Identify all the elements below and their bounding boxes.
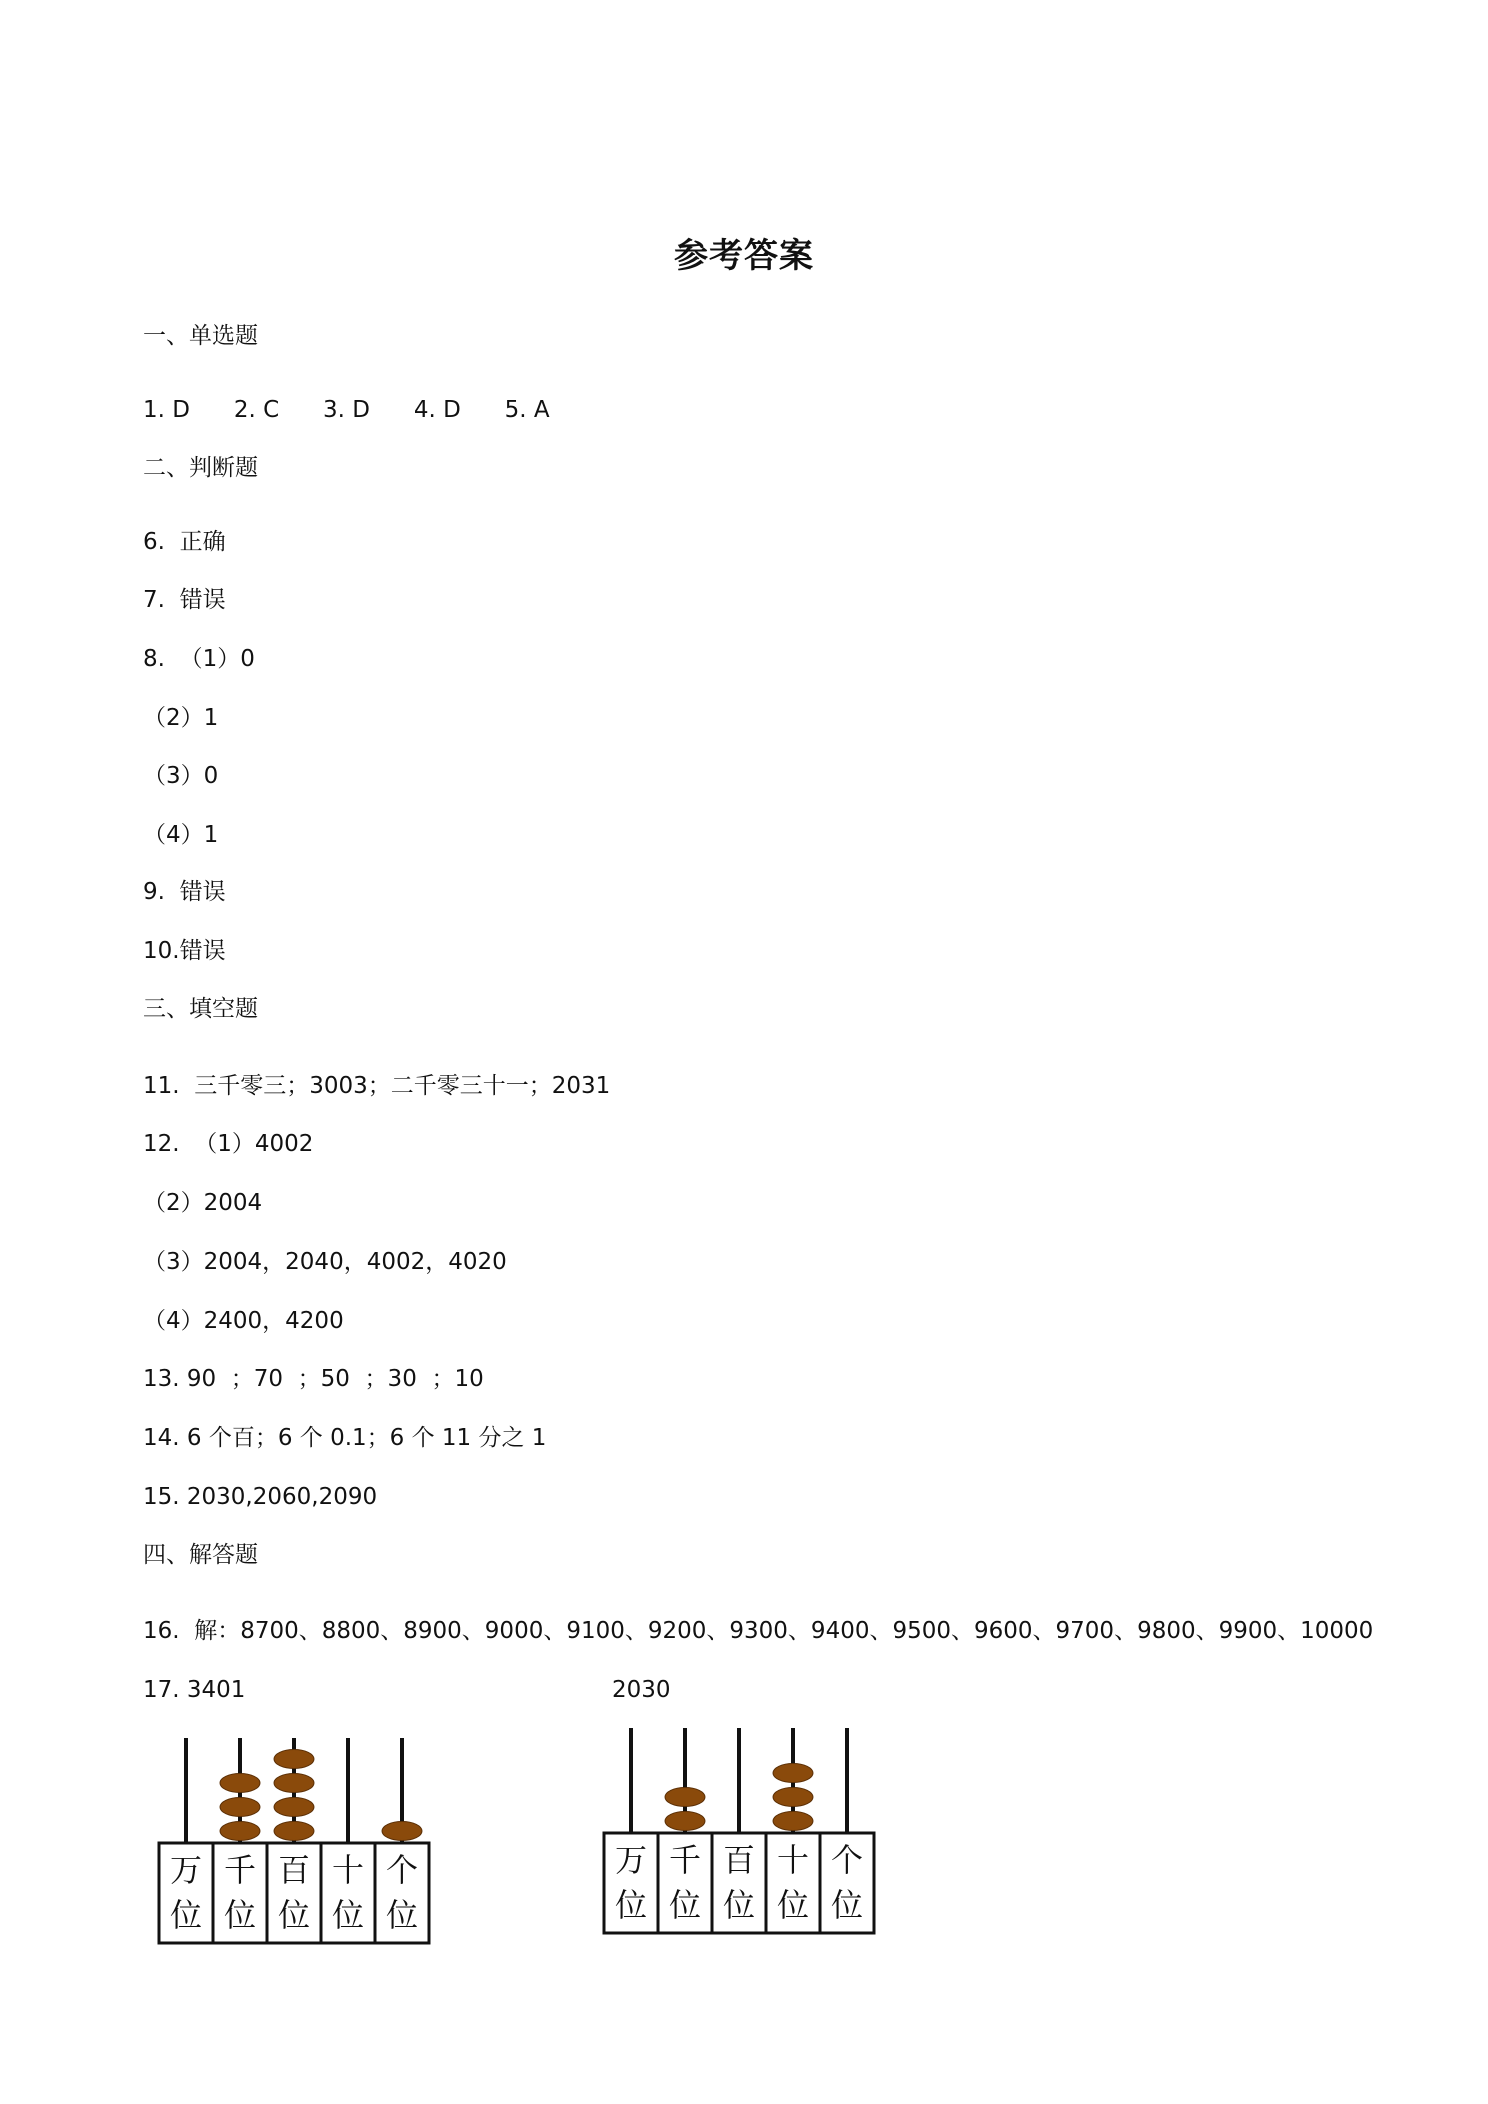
answer-line-10: 10.错误 <box>143 938 226 964</box>
answer-line-8: 8. （1）0 <box>143 646 255 672</box>
place-value-label: 位 <box>776 1886 810 1924</box>
answer-line-6: 6. 正确 <box>143 529 226 555</box>
abacus-bead <box>665 1788 705 1807</box>
place-value-label: 位 <box>830 1886 864 1924</box>
abacus-bead <box>665 1812 705 1831</box>
place-value-label: 万 <box>614 1841 648 1879</box>
abacus-bead <box>274 1750 314 1769</box>
abacus-bead <box>220 1798 260 1817</box>
place-value-label: 位 <box>277 1896 311 1934</box>
answer-line-12-4: （4）2400，4200 <box>143 1308 344 1334</box>
abacus-diagram <box>155 1728 445 1948</box>
answer-line-1-5: 1. D 2. C 3. D 4. D 5. A <box>143 397 550 423</box>
place-value-label: 十 <box>331 1851 365 1889</box>
place-value-label: 个 <box>830 1841 864 1879</box>
section-heading-single-choice: 一、单选题 <box>143 323 258 349</box>
abacus-bead <box>773 1764 813 1783</box>
place-value-label: 百 <box>722 1841 756 1879</box>
answer-line-15: 15. 2030,2060,2090 <box>143 1484 378 1510</box>
place-value-label: 千 <box>223 1851 257 1889</box>
place-value-label: 位 <box>169 1896 203 1934</box>
abacus-bead <box>220 1774 260 1793</box>
abacus-bead <box>773 1788 813 1807</box>
abacus-caption: 2030 <box>612 1677 671 1703</box>
answer-line-14: 14. 6 个百；6 个 0.1；6 个 11 分之 1 <box>143 1425 547 1451</box>
section-heading-true-false: 二、判断题 <box>143 455 258 481</box>
answer-line-12-3: （3）2004，2040，4002，4020 <box>143 1249 507 1275</box>
page-title: 参考答案 <box>674 236 814 276</box>
place-value-label: 位 <box>614 1886 648 1924</box>
answer-line-12-2: （2）2004 <box>143 1190 263 1216</box>
section-heading-solve: 四、解答题 <box>143 1542 258 1568</box>
answer-line-16: 16. 解：8700、8800、8900、9000、9100、9200、9300、9400、9500、9600、9700、9800、9900、10000 <box>143 1618 1374 1644</box>
abacus-bead <box>274 1822 314 1841</box>
abacus-diagram <box>600 1718 890 1938</box>
answer-line-8-3: （3）0 <box>143 763 219 789</box>
abacus-bead <box>220 1822 260 1841</box>
answer-line-8-2: （2）1 <box>143 705 219 731</box>
answer-line-8-4: （4）1 <box>143 822 219 848</box>
place-value-label: 千 <box>668 1841 702 1879</box>
answer-line-7: 7. 错误 <box>143 587 226 613</box>
answer-line-17: 17. 3401 <box>143 1677 246 1703</box>
abacus-bead <box>274 1798 314 1817</box>
abacus-bead <box>773 1812 813 1831</box>
place-value-label: 位 <box>223 1896 257 1934</box>
section-heading-fill-blank: 三、填空题 <box>143 996 258 1022</box>
place-value-label: 位 <box>668 1886 702 1924</box>
abacus-bead <box>382 1822 422 1841</box>
place-value-label: 百 <box>277 1851 311 1889</box>
place-value-label: 位 <box>385 1896 419 1934</box>
answer-line-11: 11. 三千零三；3003；二千零三十一；2031 <box>143 1073 611 1099</box>
place-value-label: 位 <box>722 1886 756 1924</box>
place-value-label: 位 <box>331 1896 365 1934</box>
abacus-bead <box>274 1774 314 1793</box>
answer-line-13: 13. 90 ；70 ；50 ；30 ；10 <box>143 1366 484 1392</box>
answer-line-12: 12. （1）4002 <box>143 1131 314 1157</box>
answer-line-9: 9. 错误 <box>143 879 226 905</box>
place-value-label: 万 <box>169 1851 203 1889</box>
place-value-label: 十 <box>776 1841 810 1879</box>
place-value-label: 个 <box>385 1851 419 1889</box>
